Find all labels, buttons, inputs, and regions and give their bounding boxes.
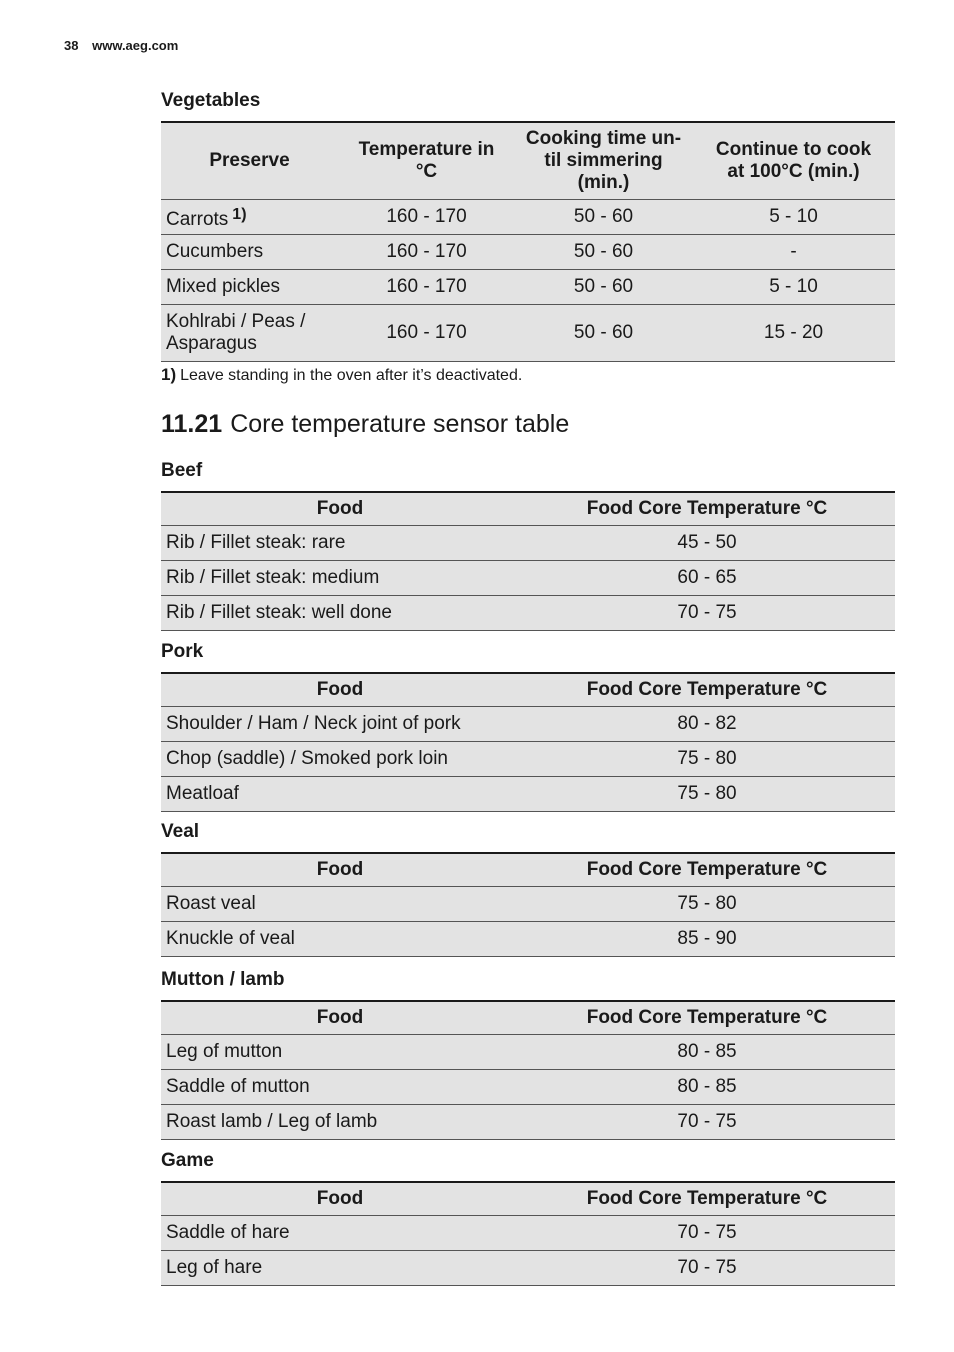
value-cell: 70 - 75	[519, 1105, 895, 1140]
value-cell: 160 - 170	[338, 235, 515, 270]
food-cell: Chop (saddle) / Smoked pork loin	[161, 742, 519, 777]
food-cell: Kohlrabi / Peas / Asparagus	[161, 305, 338, 362]
food-cell: Rib / Fillet steak: rare	[161, 526, 519, 561]
table-row	[161, 1105, 895, 1140]
table-row	[161, 707, 895, 742]
table-header-row: Food Food Core Temperature °C	[161, 1182, 895, 1216]
value-cell: 50 - 60	[515, 270, 692, 305]
table-row	[161, 561, 895, 596]
food-cell: Rib / Fillet steak: well done	[161, 596, 519, 631]
col-temperature: Temperature in °C	[338, 122, 515, 200]
table-row	[161, 887, 895, 922]
section-title: Core temperature sensor table	[230, 410, 570, 438]
table-row	[161, 305, 895, 362]
mutton-label: Mutton / lamb	[161, 969, 285, 990]
food-cell: Roast veal	[161, 887, 519, 922]
food-cell: Roast lamb / Leg of lamb	[161, 1105, 519, 1140]
food-cell: Meatloaf	[161, 777, 519, 812]
pork-table	[161, 672, 895, 812]
food-cell: Saddle of hare	[161, 1216, 519, 1251]
value-cell: 15 - 20	[692, 305, 895, 362]
value-cell: 75 - 80	[519, 742, 895, 777]
value-cell: 50 - 60	[515, 200, 692, 235]
value-cell: 70 - 75	[519, 596, 895, 631]
mutton-table	[161, 1000, 895, 1140]
table-row	[161, 922, 895, 957]
food-cell: Knuckle of veal	[161, 922, 519, 957]
game-table	[161, 1181, 895, 1286]
table-header-row: Food Food Core Temperature °C	[161, 673, 895, 707]
table-row	[161, 1216, 895, 1251]
table-row	[161, 596, 895, 631]
value-cell: 160 - 170	[338, 200, 515, 235]
value-cell: 5 - 10	[692, 270, 895, 305]
pork-label: Pork	[161, 641, 204, 662]
table-row	[161, 270, 895, 305]
page-number: 38	[64, 38, 79, 53]
value-cell: 45 - 50	[519, 526, 895, 561]
game-label: Game	[161, 1150, 214, 1171]
value-cell: 70 - 75	[519, 1251, 895, 1286]
value-cell: 80 - 85	[519, 1035, 895, 1070]
footnote: 1) Leave standing in the oven after it’s deactivated.	[161, 365, 523, 384]
food-cell: Cucumbers	[161, 235, 338, 270]
value-cell: 70 - 75	[519, 1216, 895, 1251]
food-cell: Shoulder / Ham / Neck joint of pork	[161, 707, 519, 742]
table-row	[161, 526, 895, 561]
value-cell: 5 - 10	[692, 200, 895, 235]
value-cell: -	[692, 235, 895, 270]
value-cell: 75 - 80	[519, 887, 895, 922]
food-cell: Saddle of mutton	[161, 1070, 519, 1105]
food-cell: Mixed pickles	[161, 270, 338, 305]
table-row	[161, 235, 895, 270]
value-cell: 75 - 80	[519, 777, 895, 812]
col-preserve: Preserve	[161, 122, 338, 200]
food-cell: Leg of hare	[161, 1251, 519, 1286]
value-cell: 80 - 82	[519, 707, 895, 742]
veal-label: Veal	[161, 821, 200, 842]
value-cell: 85 - 90	[519, 922, 895, 957]
value-cell: 50 - 60	[515, 235, 692, 270]
beef-label: Beef	[161, 460, 203, 481]
table-row	[161, 1070, 895, 1105]
table-row	[161, 777, 895, 812]
beef-table	[161, 491, 895, 631]
vegetables-label: Vegetables	[161, 90, 261, 111]
value-cell: 160 - 170	[338, 270, 515, 305]
section-heading	[161, 410, 569, 439]
veal-table	[161, 852, 895, 957]
page-header	[64, 38, 178, 53]
table-row	[161, 1035, 895, 1070]
col-continue: Continue to cook at 100°C (min.)	[692, 122, 895, 200]
section-number: 11.21	[161, 410, 223, 438]
value-cell: 60 - 65	[519, 561, 895, 596]
value-cell: 80 - 85	[519, 1070, 895, 1105]
table-header-row	[161, 122, 895, 200]
vegetables-table	[161, 121, 895, 362]
table-header-row: Food Food Core Temperature °C	[161, 492, 895, 526]
value-cell: 50 - 60	[515, 305, 692, 362]
food-cell: Carrots $^{1)}$	[161, 200, 338, 235]
table-row	[161, 200, 895, 235]
value-cell: 160 - 170	[338, 305, 515, 362]
table-header-row: Food Food Core Temperature °C	[161, 1001, 895, 1035]
food-cell: Rib / Fillet steak: medium	[161, 561, 519, 596]
footnote-ref: 1)	[232, 205, 247, 223]
table-header-row: Food Food Core Temperature °C	[161, 853, 895, 887]
table-row	[161, 742, 895, 777]
food-cell: Leg of mutton	[161, 1035, 519, 1070]
table-row	[161, 1251, 895, 1286]
col-cooking-time: Cooking time un- til simmering (min.)	[515, 122, 692, 200]
site-url[interactable]: www.aeg.com	[92, 38, 179, 53]
